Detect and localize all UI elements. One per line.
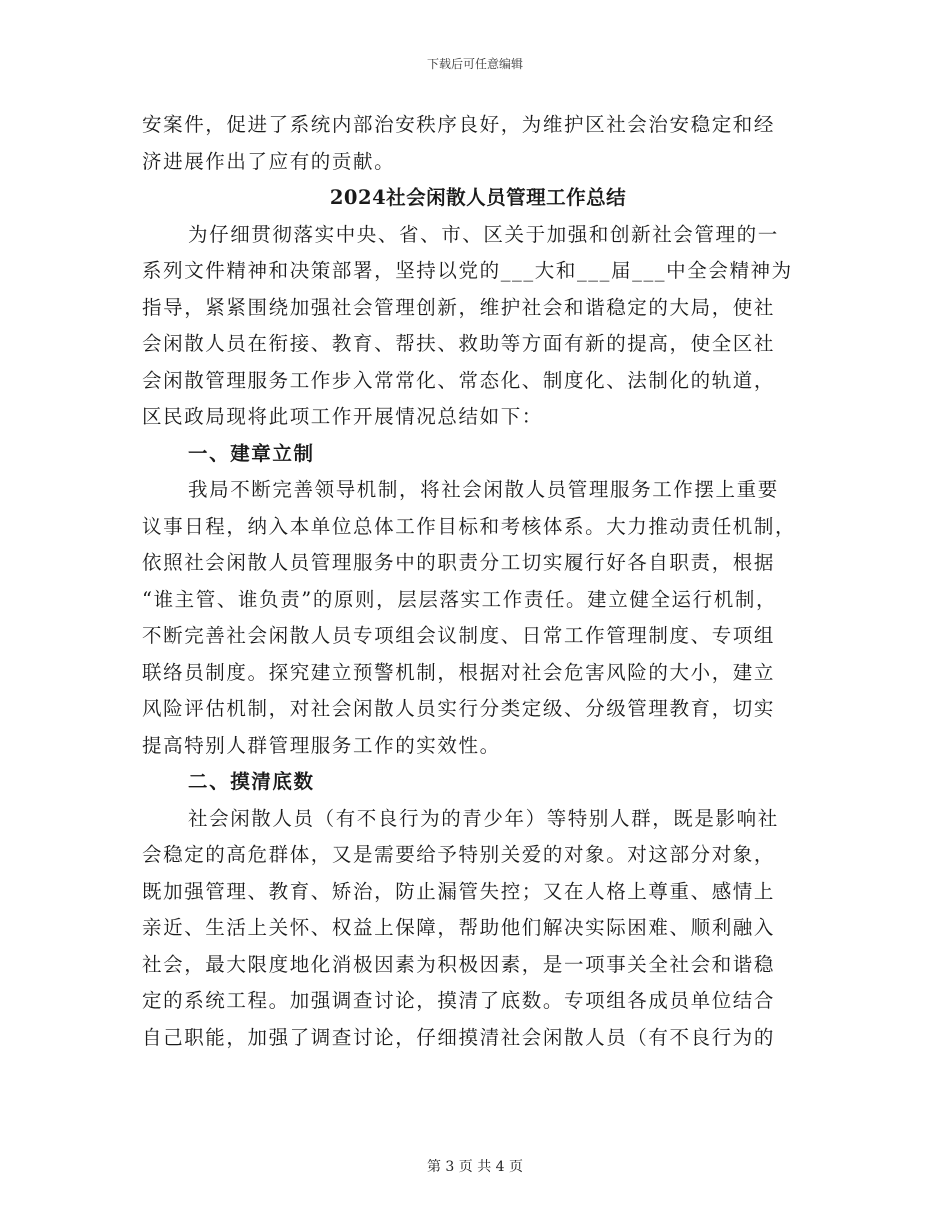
paragraph-line: 自己职能，加强了调查讨论，仔细摸清社会闲散人员（有不良行为的 — [142, 1025, 776, 1049]
paragraph-line: 社会，最大限度地化消极因素为积极因素，是一项事关全社会和谐稳 — [142, 952, 776, 976]
paragraph-line: 安案件，促进了系统内部治安秩序良好，为维护区社会治安稳定和经 — [142, 113, 776, 136]
paragraph-line: 指导，紧紧围绕加强社会管理创新，维护社会和谐稳定的大局，使社 — [142, 295, 776, 319]
paragraph-line: 区民政局现将此项工作开展情况总结如下： — [142, 405, 543, 428]
paragraph-line: “谁主管、谁负责”的原则，层层落实工作责任。建立健全运行机制， — [142, 587, 778, 611]
section-heading: 一、建章立制 — [188, 441, 315, 465]
paragraph-line: 会闲散管理服务工作步入常常化、常态化、制度化、法制化的轨道， — [142, 368, 776, 392]
section-heading: 二、摸清底数 — [188, 770, 315, 793]
paragraph-line: 系列文件精神和决策部署，坚持以党的___大和___届___中全会精神为 — [142, 259, 793, 282]
page-header: 下载后可任意编辑 — [426, 57, 523, 71]
paragraph-line: 依照社会闲散人员管理服务中的职责分工切实履行好各自职责，根据 — [142, 551, 776, 574]
paragraph-line: 为仔细贯彻落实中央、省、市、区关于加强和创新社会管理的一 — [188, 222, 779, 246]
document-title: 2024社会闲散人员管理工作总结 — [329, 186, 627, 209]
paragraph-line: 亲近、生活上关怀、权益上保障，帮助他们解决实际困难、顺利融入 — [142, 916, 776, 939]
paragraph-line: 会闲散人员在衔接、教育、帮扶、救助等方面有新的提高，使全区社 — [142, 332, 776, 355]
paragraph-line: 不断完善社会闲散人员专项组会议制度、日常工作管理制度、专项组 — [142, 624, 776, 647]
paragraph-line: 议事日程，纳入本单位总体工作目标和考核体系。大力推动责任机制， — [142, 514, 797, 538]
document-body — [142, 107, 814, 1056]
paragraph-line: 联络员制度。探究建立预警机制，根据对社会危害风险的大小，建立 — [142, 660, 776, 684]
paragraph-line: 风险评估机制，对社会闲散人员实行分类定级、分级管理教育，切实 — [142, 697, 776, 720]
paragraph-line: 社会闲散人员（有不良行为的青少年）等特别人群，既是影响社 — [188, 806, 779, 830]
paragraph-line: 提高特别人群管理服务工作的实效性。 — [142, 733, 501, 757]
paragraph-line: 既加强管理、教育、矫治，防止漏管失控；又在人格上尊重、感情上 — [142, 879, 776, 903]
page-number-footer: 第 3 页 共 4 页 — [426, 1159, 524, 1175]
paragraph-line: 定的系统工程。加强调查讨论，摸清了底数。专项组各成员单位结合 — [142, 989, 776, 1012]
paragraph-line: 济进展作出了应有的贡献。 — [142, 149, 396, 173]
paragraph-line: 会稳定的高危群体，又是需要给予特别关爱的对象。对这部分对象， — [142, 843, 776, 866]
paragraph-line: 我局不断完善领导机制，将社会闲散人员管理服务工作摆上重要 — [188, 478, 779, 501]
